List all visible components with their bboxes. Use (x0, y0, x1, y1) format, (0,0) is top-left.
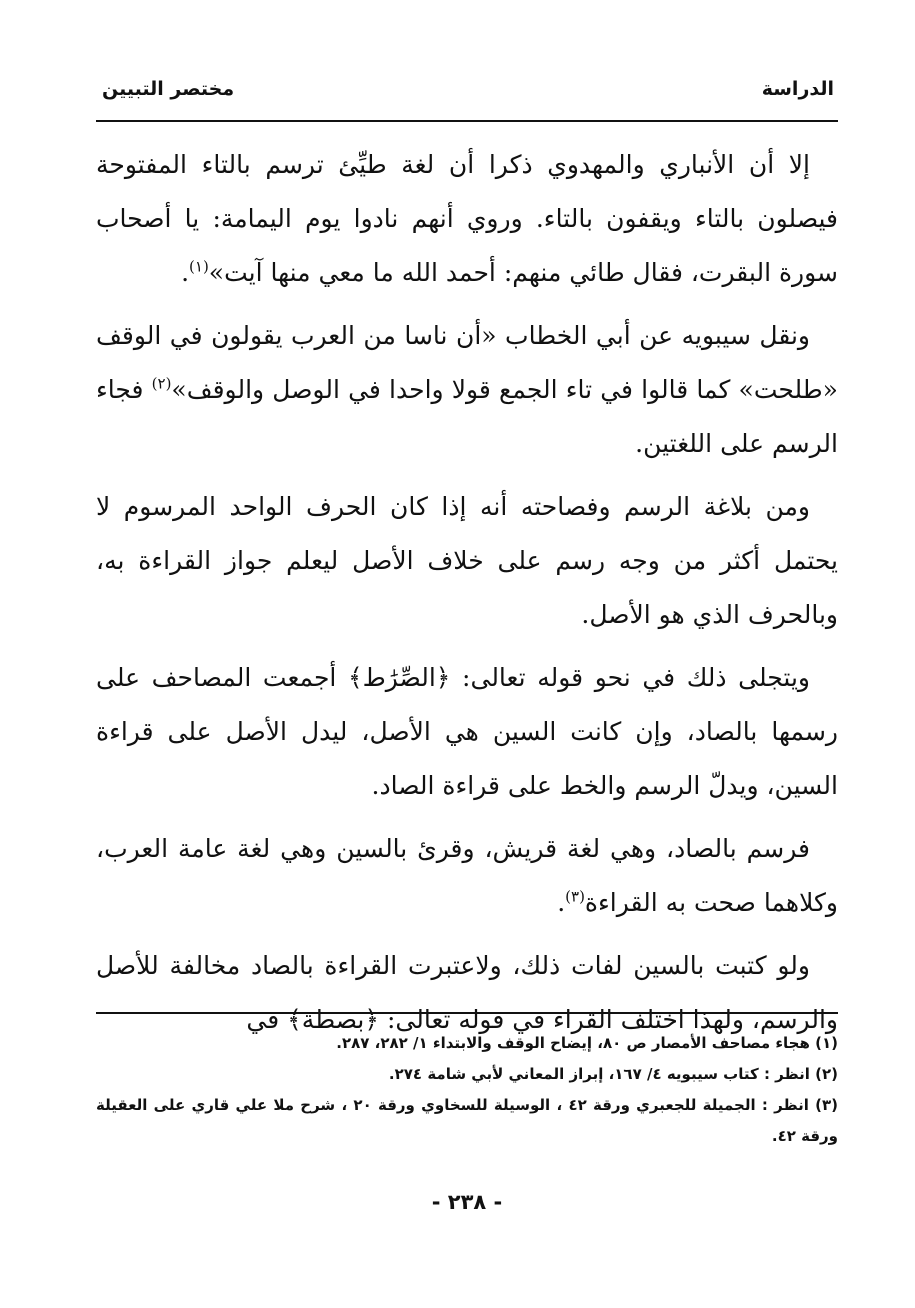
header-divider (96, 120, 838, 122)
book-title: مختصر التبيين (102, 78, 235, 100)
paragraph: إلا أن الأنباري والمهدوي ذكرا أن لغة طيِّئ ترسم بالتاء المفتوحة فيصلون بالتاء ويقفون بالتاء. وروي أنهم نادوا يوم اليمامة: يا أصحاب سورة البقرت، فقال طائي منهم: أحمد الله ما معي منها آيت»$^{(١)}$. (96, 150, 838, 287)
footnote: (٣) انظر : الجميلة للجعبري ورقة ٤٢ ، الوسيلة للسخاوي ورقة ٢٠ ، شرح ملا علي قاري على العقيلة ورقة ٤٢. (96, 1096, 839, 1145)
paragraph: فرسم بالصاد، وهي لغة قريش، وقرئ بالسين وهي لغة عامة العرب، وكلاهما صحت به القراءة$^{(٣)}$. (96, 834, 838, 917)
main-text (96, 138, 838, 1056)
running-header (96, 70, 838, 110)
paragraph: ومن بلاغة الرسم وفصاحته أنه إذا كان الحرف الواحد المرسوم لا يحتمل أكثر من وجه رسم على خلاف الأصل ليعلم جواز القراءة به، وبالحرف الذي هو الأصل. (96, 492, 838, 629)
footnotes (96, 1028, 838, 1152)
footnote: (٢) انظر : كتاب سيبويه ٤/ ١٦٧، إبراز المعاني لأبي شامة ٢٧٤. (388, 1065, 838, 1083)
page-number: - ٢٣٨ - (431, 1190, 503, 1214)
footnote: (١) هجاء مصاحف الأمصار ص ٨٠، إيضاح الوقف والابتداء ١/ ٢٨٢، ٢٨٧. (336, 1034, 838, 1052)
paragraph: ولو كتبت بالسين لفات ذلك، ولاعتبرت القراءة بالصاد مخالفة للأصل والرسم، ولهذا اختلف القراء في قوله تعالى: ﴿بصطة﴾ في (96, 951, 838, 1034)
footnote-ref: (٣) (565, 887, 585, 906)
paragraph: ويتجلى ذلك في نحو قوله تعالى: ﴿الصِّرَٰط﴾ أجمعت المصاحف على رسمها بالصاد، وإن كانت السين هي الأصل، ليدل الأصل على قراءة السين، ويدلّ الرسم والخط على قراءة الصاد. (96, 663, 838, 800)
section-title: الدراسة (761, 78, 834, 100)
footnote-ref: (٢) (151, 374, 172, 393)
footnote-ref: (١) (189, 257, 209, 276)
paragraph: ونقل سيبويه عن أبي الخطاب «أن ناسا من العرب يقولون في الوقف «طلحت» كما قالوا في تاء الجمع قولا واحدا في الوصل والوقف»$^{(٢)}$ فجاء الرسم على اللغتين. (96, 321, 838, 458)
footnote-divider (96, 1012, 838, 1014)
book-page (96, 60, 838, 1260)
